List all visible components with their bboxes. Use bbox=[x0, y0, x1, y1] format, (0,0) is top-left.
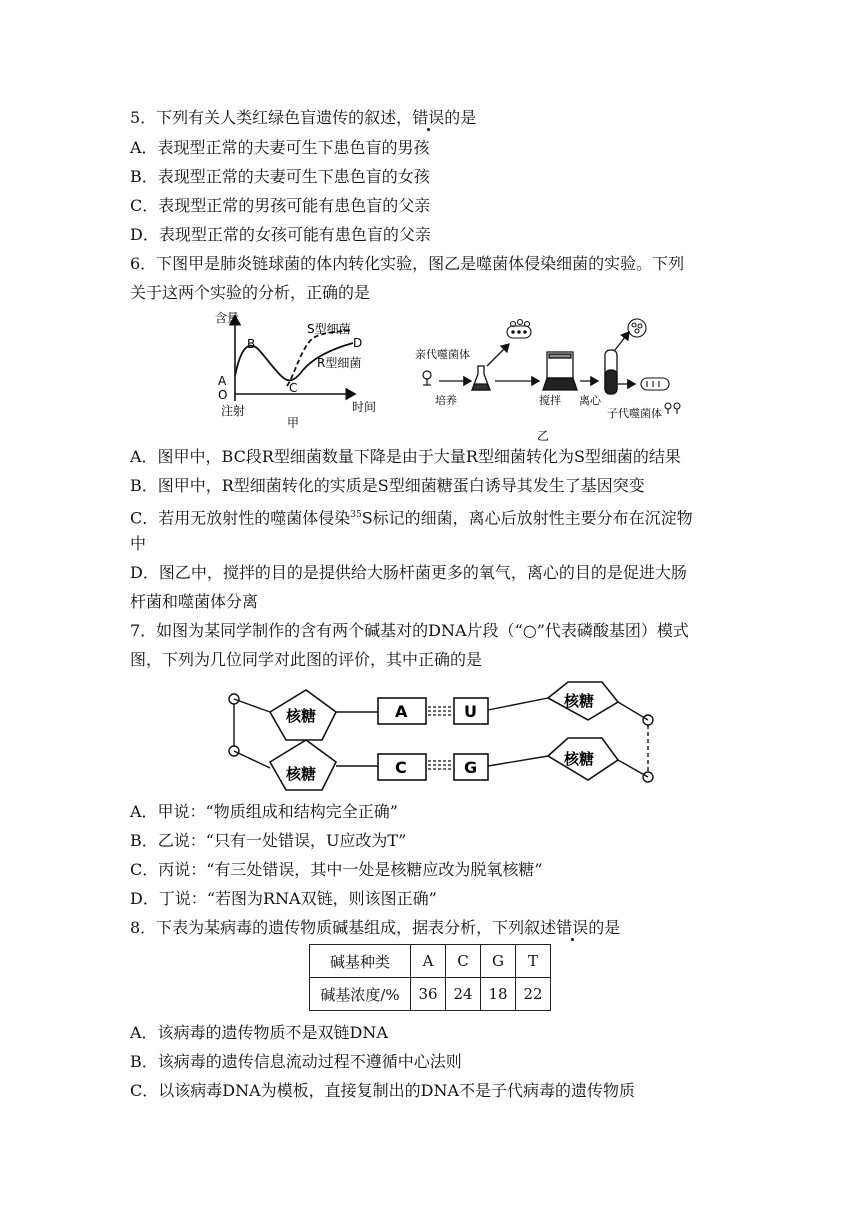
figure-yi-caption: 乙 bbox=[537, 429, 550, 443]
blender-icon bbox=[543, 352, 577, 390]
q8-stem bbox=[130, 917, 620, 939]
q8-option-c: C．以该病毒DNA为模板，直接复制出的DNA不是子代病毒的遗传物质 bbox=[130, 1081, 636, 1100]
r-curve-label: R型细菌 bbox=[317, 356, 362, 370]
table-row-header: 碱基种类 bbox=[310, 945, 411, 978]
q7-option-a: A．甲说：“物质组成和结构完全正确” bbox=[130, 802, 398, 821]
base-g-label: G bbox=[464, 758, 478, 777]
dna-model-diagram bbox=[222, 676, 662, 794]
q5-option-b: B．表现型正常的夫妻可生下患色盲的女孩 bbox=[130, 167, 430, 186]
centrifuge-tube-icon bbox=[605, 350, 617, 394]
q6-option-c-text-end: S标记的细菌，离心后放射性主要分布在沉淀物 bbox=[361, 508, 693, 528]
q5-option-d: D．表现型正常的女孩可能有患色盲的父亲 bbox=[130, 225, 431, 244]
s-curve-label: S型细菌 bbox=[307, 322, 351, 336]
infected-bacteria-icon bbox=[507, 320, 531, 339]
table-cell: 24 bbox=[446, 978, 481, 1011]
hydrogen-bonds bbox=[428, 707, 452, 769]
supernatant-phage-icon bbox=[628, 319, 646, 337]
q5-stem-end: 的是 bbox=[444, 108, 477, 127]
q8-option-a: A．该病毒的遗传物质不是双链DNA bbox=[130, 1023, 388, 1042]
table-cell: G bbox=[481, 945, 516, 978]
sugar-label-bottom-right: 核糖 bbox=[564, 750, 595, 768]
table-row bbox=[310, 945, 551, 978]
q6-option-a: A．图甲中，BC段R型细菌数量下降是由于大量R型细菌转化为S型细菌的结果 bbox=[130, 447, 681, 466]
centrifuge-label: 离心 bbox=[579, 394, 601, 407]
pellet-bacteria-icon bbox=[641, 378, 669, 390]
base-u-label: U bbox=[464, 702, 477, 721]
q7-stem-line2: 图，下列为几位同学对此图的评价，其中正确的是 bbox=[130, 650, 483, 669]
culture-label: 培养 bbox=[435, 394, 457, 407]
q7-option-d: D．丁说：“若图为RNA双链，则该图正确” bbox=[130, 889, 437, 908]
table-cell: T bbox=[516, 945, 551, 978]
y-axis-label: 含量 bbox=[215, 311, 240, 325]
stir-label: 搅拌 bbox=[539, 394, 561, 407]
q5-option-c: C．表现型正常的男孩可能有患色盲的父亲 bbox=[130, 196, 431, 215]
point-b-label: B bbox=[247, 337, 256, 351]
sugar-label-top-left: 核糖 bbox=[286, 707, 317, 725]
q5-option-a: A．表现型正常的夫妻可生下患色盲的男孩 bbox=[130, 138, 430, 157]
point-d-label: D bbox=[353, 336, 363, 350]
table-cell: C bbox=[446, 945, 481, 978]
flask-icon bbox=[472, 366, 490, 390]
q6-stem-line2: 关于这两个实验的分析，正确的是 bbox=[130, 283, 371, 302]
q5-stem bbox=[130, 107, 476, 129]
q7-stem-line1: 7．如图为某同学制作的含有两个碱基对的DNA片段（“○”代表磷酸基团）模式 bbox=[130, 621, 689, 640]
offspring-phage-icon bbox=[665, 403, 680, 414]
base-c-label: C bbox=[395, 758, 407, 777]
q6-option-d: D．图乙中，搅拌的目的是提供给大肠杆菌更多的氧气，离心的目的是促进大肠 bbox=[130, 563, 687, 582]
q7-option-c: C．丙说：“有三处错误，其中一处是核糖应改为脱氧核糖” bbox=[130, 860, 543, 879]
table-cell: 18 bbox=[481, 978, 516, 1011]
point-a-label: A bbox=[218, 374, 227, 388]
isotope-superscript: 35 bbox=[350, 510, 362, 520]
q5-stem-text: 5．下列有关人类红绿色盲遗传的叙述， bbox=[130, 108, 413, 127]
sugar-label-top-right: 核糖 bbox=[564, 692, 595, 710]
offspring-phage-label: 子代噬菌体 bbox=[607, 407, 662, 420]
q5-emphasis-word: 错误 bbox=[412, 108, 445, 127]
x-axis-label: 时间 bbox=[352, 400, 377, 414]
figure-jia bbox=[205, 306, 395, 436]
q7-option-b: B．乙说：“只有一处错误，U应改为T” bbox=[130, 831, 407, 850]
sugar-label-bottom-left: 核糖 bbox=[286, 765, 317, 783]
q6-option-c-text: C．若用无放射性的噬菌体侵染 bbox=[130, 508, 351, 528]
phage-icon bbox=[423, 371, 431, 385]
parent-phage-label: 亲代噬菌体 bbox=[415, 348, 470, 361]
table-row-header: 碱基浓度/% bbox=[310, 978, 411, 1011]
arrow-to-bacteria bbox=[487, 344, 509, 366]
figure-yi bbox=[415, 318, 690, 446]
figure-jia-caption: 甲 bbox=[287, 416, 300, 430]
q6-option-c bbox=[130, 504, 693, 529]
table-cell: 36 bbox=[411, 978, 446, 1011]
point-c-label: C bbox=[289, 381, 298, 395]
base-composition-table bbox=[309, 944, 551, 1011]
q6-option-c-cont: 中 bbox=[130, 534, 147, 553]
origin-label: O bbox=[218, 388, 228, 402]
table-cell: 22 bbox=[516, 978, 551, 1011]
table-cell: A bbox=[411, 945, 446, 978]
q8-stem-end: 的是 bbox=[588, 918, 621, 937]
q6-stem-line1: 6．下图甲是肺炎链球菌的体内转化实验，图乙是噬菌体侵染细菌的实验。下列 bbox=[130, 254, 685, 273]
arrow-to-supernatant bbox=[615, 332, 629, 350]
q6-option-d-cont: 杆菌和噬菌体分离 bbox=[130, 592, 259, 611]
table-row bbox=[310, 978, 551, 1011]
inject-label: 注射 bbox=[221, 404, 246, 418]
q8-emphasis-word: 错误 bbox=[556, 918, 589, 937]
q8-stem-text: 8．下表为某病毒的遗传物质碱基组成，据表分析，下列叙述 bbox=[130, 918, 557, 937]
base-a-label: A bbox=[395, 702, 408, 721]
q6-option-b: B．图甲中，R型细菌转化的实质是S型细菌糖蛋白诱导其发生了基因突变 bbox=[130, 476, 645, 495]
q8-option-b: B．该病毒的遗传信息流动过程不遵循中心法则 bbox=[130, 1052, 462, 1071]
